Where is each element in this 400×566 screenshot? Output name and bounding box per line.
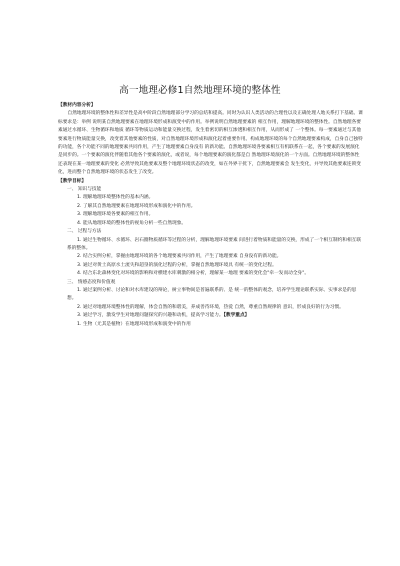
part-label-process: 二、 过程与方法 — [67, 229, 102, 235]
section-heading-content-analysis: 【教材内容分析】 — [58, 103, 96, 108]
content-analysis-paragraph: 自然地理环境的整体性和差异性是高中阶段自然地理部分学习的总结和提高。同时为认识人类活动的合理性以及正确处理人地关系打下基础。课标要求是：举例 说明某自然地理要素在地理环境形成和演变中的作用。举例说明自然地理要素的 相互作用，理解地理环境的整体性。自然地理各要素通过水循环、生物循环和地质 循环等物质运动和能量交换过程，发生着密切的相互渗透和相互作用，从而形成了 一个整体。每一要素通过与其他要素进行物质能量交换，改变着其他要素的性质，对自然地理环境形成和演化起着重要作用。构成地理环境的每个自然地理要素构成，自身自己独特的功能，各个功能不同的地理要素共同作用，产生了地理要素自身没有 的新功能。自然地理环境各要素相互有机联系在一起，各个要素的发展演化是同步的。一个要素的演化伴随着其他各个要素的演化，或者说，每个地理要素的演化都是自 然地理环境演化的一个方面。自然地理环境的整体性还表现在某一地理要素的变化 必然导致其他要素及整个地理环境状态的改变，如在外界干扰下，自然地理要素会 发生变化，并导致其他要素连锁变化，进而整个自然地理环境的状态发生了改变。 — [58, 111, 363, 176]
list-item: 1. 理解地理环境整体性的基本内涵。 — [77, 195, 154, 201]
list-item: 1. 生物（尤其是植物）在地理环境形成和演变中的作用 — [77, 321, 191, 327]
list-item: 1. 通过生物循环、水循环、岩石圈物质循环等过程的分析，理解地理环境要素 间进行着物质和能量的交换，形成了一个相互制约和相互联系的整体。 — [67, 237, 362, 251]
list-item: 4. 能从地理环境的整体性的视角分析一些自然现象。 — [77, 220, 187, 226]
document-body — [58, 102, 363, 329]
list-item: 2. 通过对地理环境整体性的理解，体会自然的和谐美，养成善待环境，热爱 自然，尊重自然规律的 意识，形成良好的行为习惯。 — [77, 304, 344, 310]
part-label-knowledge: 一、 知识与技能 — [67, 187, 102, 193]
part-label-values: 三、 情感态度和价值观 — [67, 279, 116, 285]
list-item — [58, 312, 363, 320]
list-item: 2. 结合实例分析，掌握由地理环境的各个地理要素共同作用，产生了地理要素 自身没有的新功能。 — [77, 254, 282, 260]
section-heading-teaching-goals: 【教学目标】 — [58, 178, 87, 184]
list-item: 3. 理解地理环境各要素的相互作用。 — [77, 212, 154, 218]
page-title: 高一地理必修1自然地理环境的整体性 — [119, 85, 281, 96]
list-item: 4. 结合东北森林变化对环境的影响和对横建水库刺激的相分析，理解某一地理 要素的变化会"牵一发而动全身"。 — [77, 271, 310, 277]
list-item-text: 3. 通过学习，激发学生对地理问题探究的兴趣和动机，提高学习能力。 — [77, 313, 224, 319]
list-item: 2. 了解其自然地理要素在地理环境形成和演化中的作用。 — [77, 203, 196, 209]
list-item: 3. 通过对黄土高原水土流失和超垦的演化过程的分析，掌握自然地理环境具 有统一的变化过程。 — [77, 262, 277, 268]
list-item: 1. 通过案例分析、讨论和对水库建设的辩论，树立事物间是普遍联系的、是 统一的整体的观念，培养学生理论联系实际、实事求是的思想。 — [67, 287, 357, 302]
key-point-label: 【教学重点】 — [223, 313, 250, 319]
